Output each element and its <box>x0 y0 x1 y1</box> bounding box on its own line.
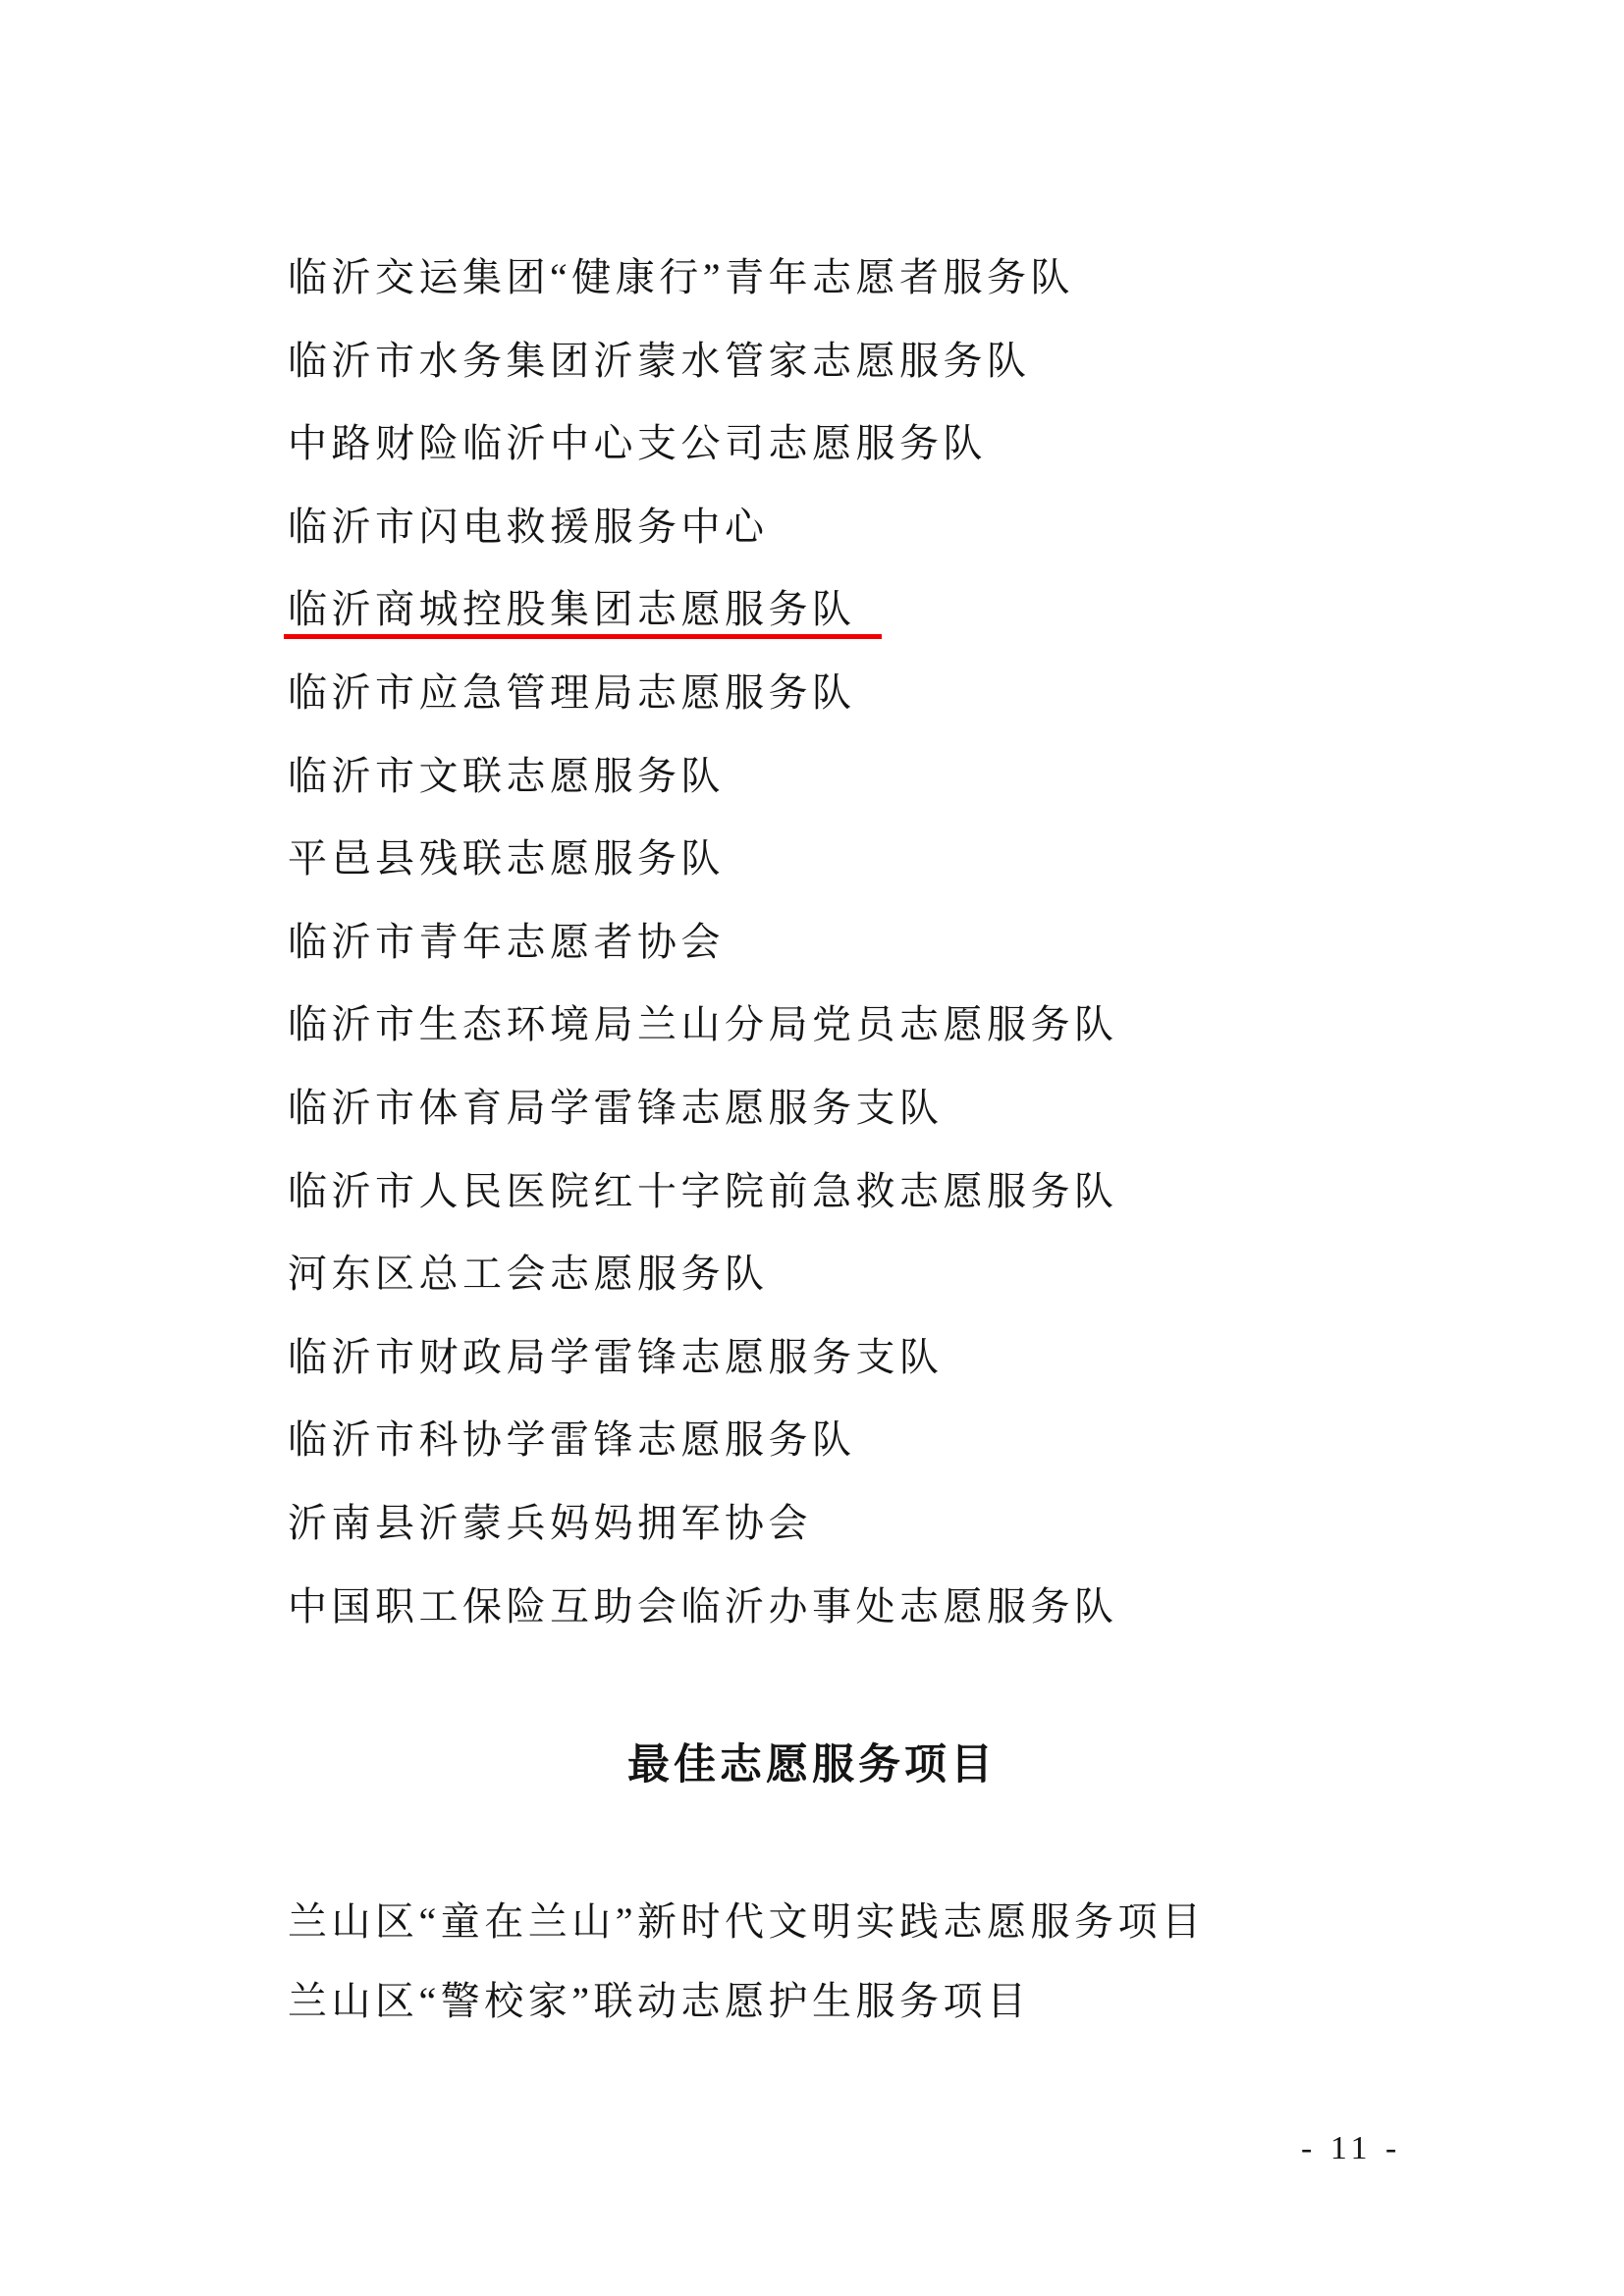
team-name: 河东区总工会志愿服务队 <box>288 1252 769 1297</box>
team-name: 临沂市文联志愿服务队 <box>288 753 725 798</box>
team-list-item <box>288 568 1118 652</box>
team-list-item <box>288 735 1118 819</box>
team-name: 临沂市体育局学雷锋志愿服务支队 <box>288 1085 944 1130</box>
team-list-item <box>288 1150 1118 1234</box>
team-list-item <box>288 984 1118 1067</box>
team-name: 平邑县残联志愿服务队 <box>288 836 725 881</box>
project-name: 兰山区“童在兰山”新时代文明实践志愿服务项目 <box>288 1899 1206 1944</box>
team-list-item <box>288 1233 1118 1316</box>
team-list-item <box>288 1566 1118 1649</box>
team-name: 临沂市应急管理局志愿服务队 <box>288 669 856 715</box>
team-list-item <box>288 1067 1118 1150</box>
team-list-item <box>288 402 1118 486</box>
team-list-item <box>288 652 1118 735</box>
team-list-item <box>288 901 1118 985</box>
team-name: 中路财险临沂中心支公司志愿服务队 <box>288 421 987 466</box>
team-list-item <box>288 237 1118 320</box>
page-number: - 11 - <box>1301 2130 1402 2166</box>
team-list-item <box>288 1316 1118 1400</box>
team-name: 临沂市科协学雷锋志愿服务队 <box>288 1417 856 1463</box>
team-name: 临沂市财政局学雷锋志愿服务支队 <box>288 1334 944 1379</box>
team-list-item <box>288 486 1118 569</box>
section-heading: 最佳志愿服务项目 <box>627 1741 997 1789</box>
team-list-item <box>288 1399 1118 1482</box>
project-list <box>288 1882 1206 2041</box>
team-name: 临沂市人民医院红十字院前急救志愿服务队 <box>288 1168 1118 1213</box>
team-list <box>288 237 1118 1648</box>
team-name: 临沂交运集团“健康行”青年志愿者服务队 <box>288 255 1075 299</box>
team-name: 临沂市闪电救援服务中心 <box>288 504 769 549</box>
team-list-item <box>288 1482 1118 1566</box>
team-name: 临沂市生态环境局兰山分局党员志愿服务队 <box>288 1002 1118 1047</box>
team-name: 沂南县沂蒙兵妈妈拥军协会 <box>288 1500 812 1545</box>
team-name: 中国职工保险互助会临沂办事处志愿服务队 <box>288 1583 1118 1629</box>
team-list-item <box>288 320 1118 403</box>
project-list-item <box>288 1961 1206 2041</box>
team-name-underlined: 临沂商城控股集团志愿服务队 <box>284 587 882 639</box>
team-name: 临沂市青年志愿者协会 <box>288 919 725 964</box>
team-list-item <box>288 818 1118 901</box>
team-name: 临沂市水务集团沂蒙水管家志愿服务队 <box>288 338 1031 383</box>
project-list-item <box>288 1882 1206 1961</box>
project-name: 兰山区“警校家”联动志愿护生服务项目 <box>288 1979 1031 2023</box>
